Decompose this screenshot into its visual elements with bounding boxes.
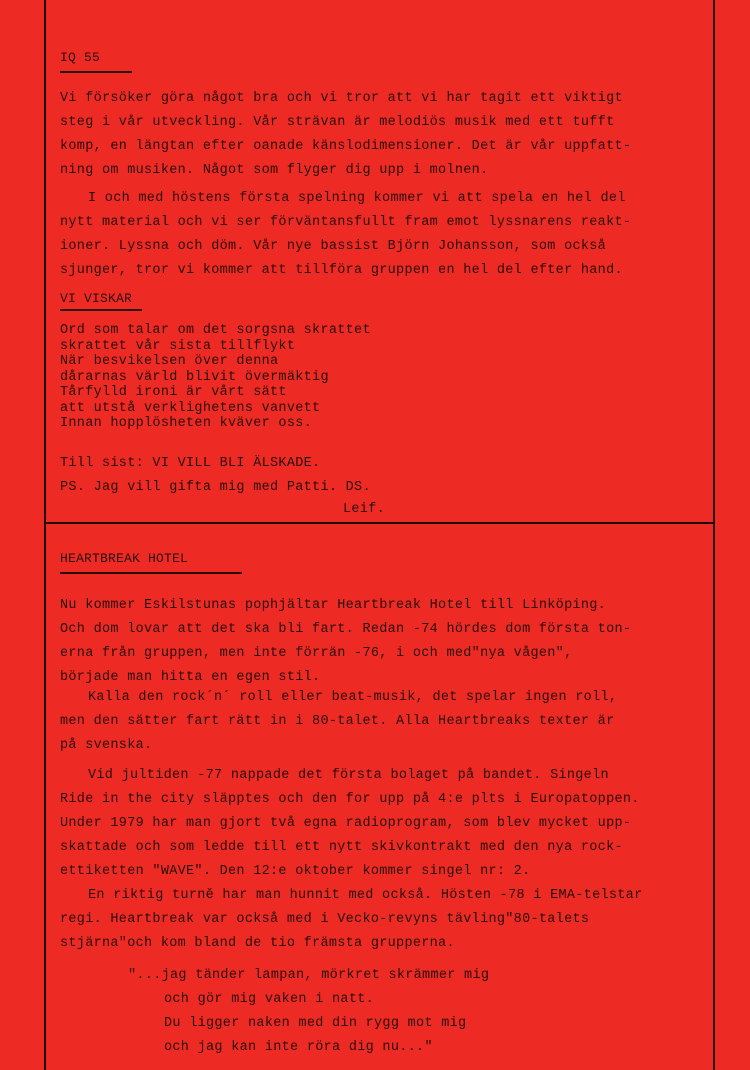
poem	[60, 323, 371, 432]
text-line: Vid jultiden -77 nappade det första bolaget på bandet. Singeln	[88, 768, 609, 783]
text-line: regi. Heartbreak var också med i Vecko-revyns tävling"80-talets	[60, 912, 590, 927]
poem-title	[60, 291, 142, 311]
iq55-paragraph-2	[60, 187, 631, 283]
poem-line: dårarnas värld blivit övermäktig	[60, 369, 329, 385]
text-line: började man hitta en egen stil.	[60, 670, 321, 685]
text-line: ning om musiken. Något som flyger dig upp i molnen.	[60, 163, 489, 178]
text-line: Och dom lovar att det ska bli fart. Redan -74 hördes dom första ton-	[60, 622, 632, 637]
quote-line: och jag kan inte röra dig nu..."	[164, 1040, 433, 1055]
text-line: erna från gruppen, men inte förrän -76, i och med"nya vågen",	[60, 646, 573, 661]
text-line: nytt material och vi ser förväntansfullt fram emot lyssnarens reakt-	[60, 215, 632, 230]
text-line: men den sätter fart rätt in i 80-talet. Alla Heartbreaks texter är	[60, 714, 615, 729]
text-line: Vi försöker göra något bra och vi tror att vi har tagit ett viktigt	[60, 91, 623, 106]
lyric-quote	[128, 964, 489, 1060]
quote-line: och gör mig vaken i natt.	[164, 992, 375, 1007]
iq55-heading-text: IQ 55	[60, 50, 101, 65]
text-line: ioner. Lyssna och döm. Vår nye bassist Björn Johansson, som också	[60, 239, 607, 254]
text-line: ettiketten "WAVE". Den 12:e oktober kommer singel nr: 2.	[60, 864, 531, 879]
heartbreak-paragraph-1	[60, 594, 631, 690]
signature	[343, 498, 385, 522]
text-line: steg i vår utveckling. Vår strävan är melodiös musik med ett tufft	[60, 115, 615, 130]
text-line: Nu kommer Eskilstunas pophjältar Heartbreak Hotel till Linköping.	[60, 598, 607, 613]
text-line: Ride in the city släpptes och den for upp på 4:e plts i Europatoppen.	[60, 792, 640, 807]
heartbreak-heading	[60, 551, 242, 574]
closing-line: Till sist: VI VILL BLI ÄLSKADE.	[60, 456, 321, 471]
iq55-heading	[60, 50, 132, 73]
heartbreak-paragraph-3	[60, 764, 643, 956]
signature-text: Leif.	[343, 502, 386, 517]
quote-line: "...jag tänder lampan, mörkret skrämmer mig	[128, 968, 490, 983]
poem-line: När besvikelsen över denna	[60, 354, 279, 369]
text-line: på svenska.	[60, 738, 153, 753]
iq55-paragraph-1	[60, 87, 631, 183]
text-line: En riktig turně har man hunnit med också. Hösten -78 i EMA-telstar	[88, 888, 643, 903]
poem-title-underline	[60, 309, 142, 311]
poem-line: Tårfylld ironi är vårt sätt	[60, 385, 287, 400]
text-line: sjunger, tror vi kommer att tillföra gruppen en hel del efter hand.	[60, 263, 623, 278]
section-divider	[44, 522, 715, 524]
poem-line: Innan hopplösheten kväver oss.	[60, 416, 313, 431]
text-line: I och med höstens första spelning kommer vi att spela en hel del	[88, 191, 626, 206]
right-margin-rule	[713, 0, 715, 1070]
text-line: komp, en längtan efter oanade känslodimensioner. Det är vår uppfatt-	[60, 139, 632, 154]
text-line: stjärna"och kom bland de tio främsta grupperna.	[60, 936, 455, 951]
text-line: Kalla den rock´n´ roll eller beat-musik, det spelar ingen roll,	[88, 690, 618, 705]
ps-line: PS. Jag vill gifta mig med Patti. DS.	[60, 480, 371, 495]
text-line: Under 1979 har man gjort två egna radioprogram, som blev mycket upp-	[60, 816, 632, 831]
poem-title-text: VI VISKAR	[60, 291, 133, 306]
iq55-heading-underline	[60, 71, 132, 73]
heartbreak-heading-underline	[60, 572, 242, 574]
poem-line: att utstå verklighetens vanvett	[60, 400, 321, 416]
poem-line: skrattet vår sista tillflykt	[60, 338, 296, 354]
heartbreak-paragraph-2	[60, 686, 617, 758]
heartbreak-heading-text: HEARTBREAK HOTEL	[60, 551, 189, 566]
text-line: skattade och som ledde till ett nytt skivkontrakt med den nya rock-	[60, 840, 623, 855]
closing-block	[60, 452, 371, 500]
left-margin-rule	[44, 0, 46, 1070]
quote-line: Du ligger naken med din rygg mot mig	[164, 1016, 467, 1031]
poem-line: Ord som talar om det sorgsna skrattet	[60, 323, 371, 338]
